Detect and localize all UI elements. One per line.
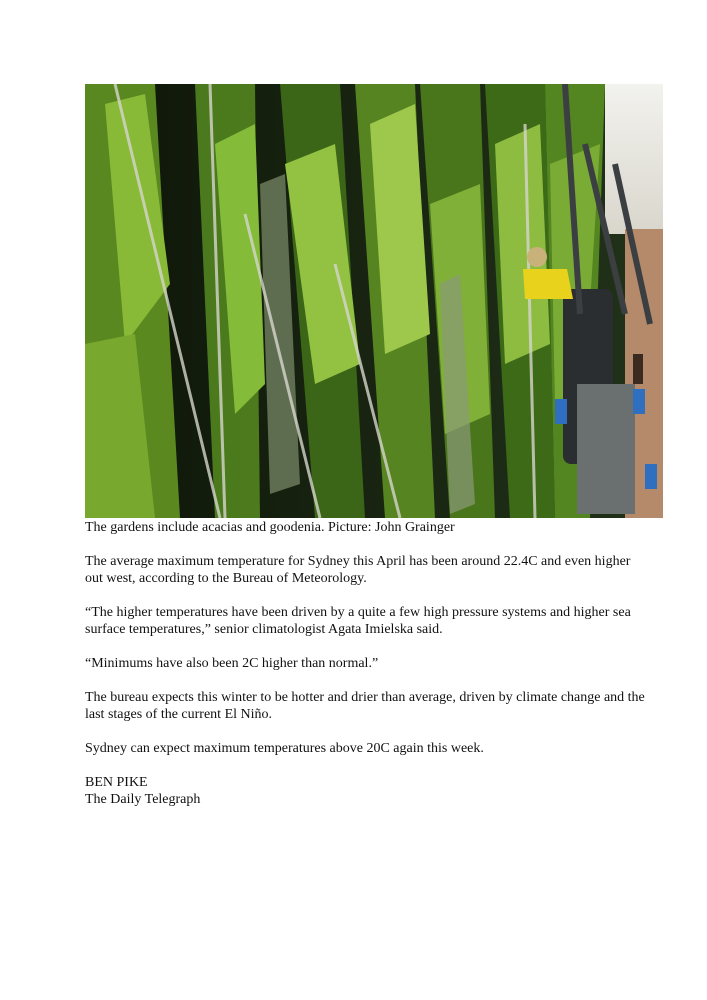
byline-publication: The Daily Telegraph xyxy=(85,792,201,807)
paragraph-5: Sydney can expect maximum temperatures above 20C again this week. xyxy=(85,741,484,756)
paragraph-4: The bureau expects this winter to be hotter and drier than average, driven by climate change and the last stages of the current El Niño. xyxy=(85,690,645,722)
paragraph-3: “Minimums have also been 2C higher than normal.” xyxy=(85,656,379,671)
article-text xyxy=(85,519,645,808)
paragraph-1: The average maximum temperature for Sydney this April has been around 22.4C and even higher out west, according to the Bureau of Meteorology. xyxy=(85,554,631,586)
byline xyxy=(85,774,645,808)
vertical-garden-image xyxy=(85,84,663,518)
article-photo xyxy=(85,84,663,518)
paragraph-2: “The higher temperatures have been driven by a quite a few high pressure systems and higher sea surface temperatures,” senior climatologist Agata Imielska said. xyxy=(85,605,631,637)
photo-caption: The gardens include acacias and goodenia. Picture: John Grainger xyxy=(85,520,455,535)
byline-author: BEN PIKE xyxy=(85,775,148,790)
